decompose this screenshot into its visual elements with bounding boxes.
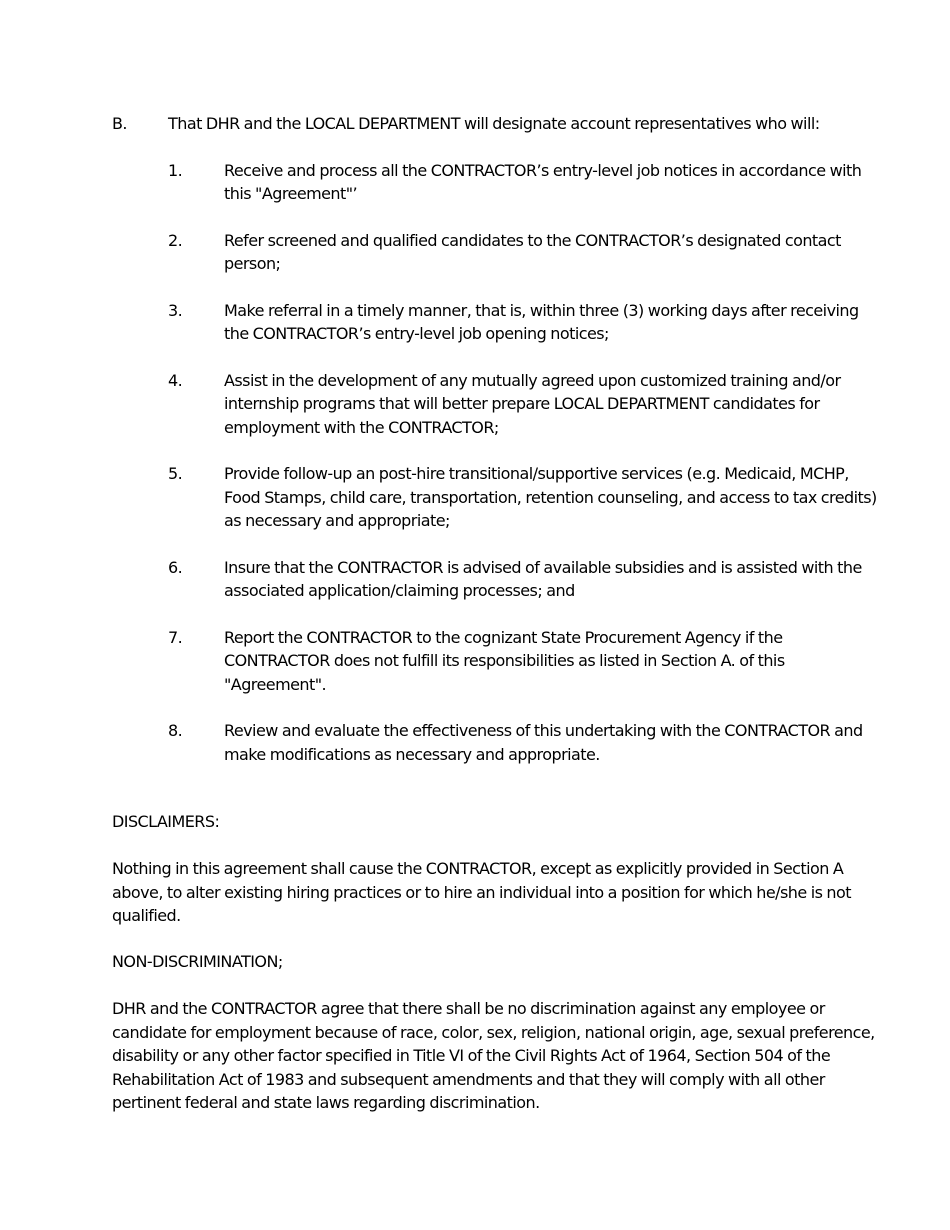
disclaimers-body [112, 857, 882, 928]
list-item-number: 5. [168, 464, 183, 483]
list-item-text: Make referral in a timely manner, that is, within three (3) working days after receiving the CONTRACTOR’s entry-level job opening notices; [224, 300, 859, 343]
section-b-intro: That DHR and the LOCAL DEPARTMENT will designate account representatives who will: [168, 114, 820, 133]
list-item-text: Refer screened and qualified candidates to the CONTRACTOR’s designated contact person; [224, 230, 841, 273]
list-item-number: 1. [168, 160, 183, 180]
list-item [168, 299, 882, 346]
disclaimers-heading: DISCLAIMERS: [112, 812, 220, 831]
section-b [112, 112, 882, 789]
non-discrimination-text: DHR and the CONTRACTOR agree that there shall be no discrimination against any employee or candidate for employment because of race, color, sex, religion, national origin, age, sexual preference, disability or any other factor specified in Title VI of the Civil Rights Act of 1964, Section 504 of the Rehabilitation Act of 1983 and subsequent amendments and that they will comply with all other pertinent federal and state laws regarding discrimination. [112, 999, 875, 1112]
list-item-text: Receive and process all the CONTRACTOR’s entry-level job notices in accordance with this "Agreement"’ [224, 160, 862, 203]
section-b-list [168, 159, 882, 767]
list-item-text: Assist in the development of any mutually agreed upon customized training and/or internship programs that will better prepare LOCAL DEPARTMENT candidates for employment with the CONTRACTOR; [224, 370, 841, 437]
list-item [168, 719, 882, 766]
list-item [168, 159, 882, 206]
list-item-number: 2. [168, 230, 183, 250]
list-item-number: 3. [168, 300, 183, 320]
non-discrimination-section [112, 950, 882, 974]
list-item [168, 229, 882, 276]
non-discrimination-body [112, 997, 882, 1115]
list-item-text: Insure that the CONTRACTOR is advised of available subsidies and is assisted with the associated application/claiming processes; and [224, 557, 862, 600]
disclaimers-section [112, 810, 882, 834]
list-item [168, 556, 882, 603]
list-item-text: Report the CONTRACTOR to the cognizant State Procurement Agency if the CONTRACTOR does not fulfill its responsibilities as listed in Section A. of this "Agreement". [224, 627, 785, 694]
list-item-text: Review and evaluate the effectiveness of this undertaking with the CONTRACTOR and make modifications as necessary and appropriate. [224, 721, 863, 764]
list-item [168, 369, 882, 440]
list-item-number: 6. [168, 557, 183, 577]
section-b-intro-row [112, 112, 882, 136]
list-item [168, 626, 882, 697]
list-item-number: 7. [168, 627, 183, 647]
list-item-text: Provide follow-up an post-hire transitional/supportive services (e.g. Medicaid, MCHP, Food Stamps, child care, transportation, retention counseling, and access to tax credits) as necessary and appropriate; [224, 464, 877, 530]
non-discrimination-heading: NON-DISCRIMINATION; [112, 952, 283, 971]
list-item-number: 8. [168, 721, 183, 740]
disclaimers-text: Nothing in this agreement shall cause the CONTRACTOR, except as explicitly provided in Section A above, to alter existing hiring practices or to hire an individual into a position for which he/she is not qualified. [112, 859, 851, 925]
list-item [168, 462, 882, 533]
section-b-label: B. [112, 114, 127, 133]
list-item-number: 4. [168, 370, 183, 390]
